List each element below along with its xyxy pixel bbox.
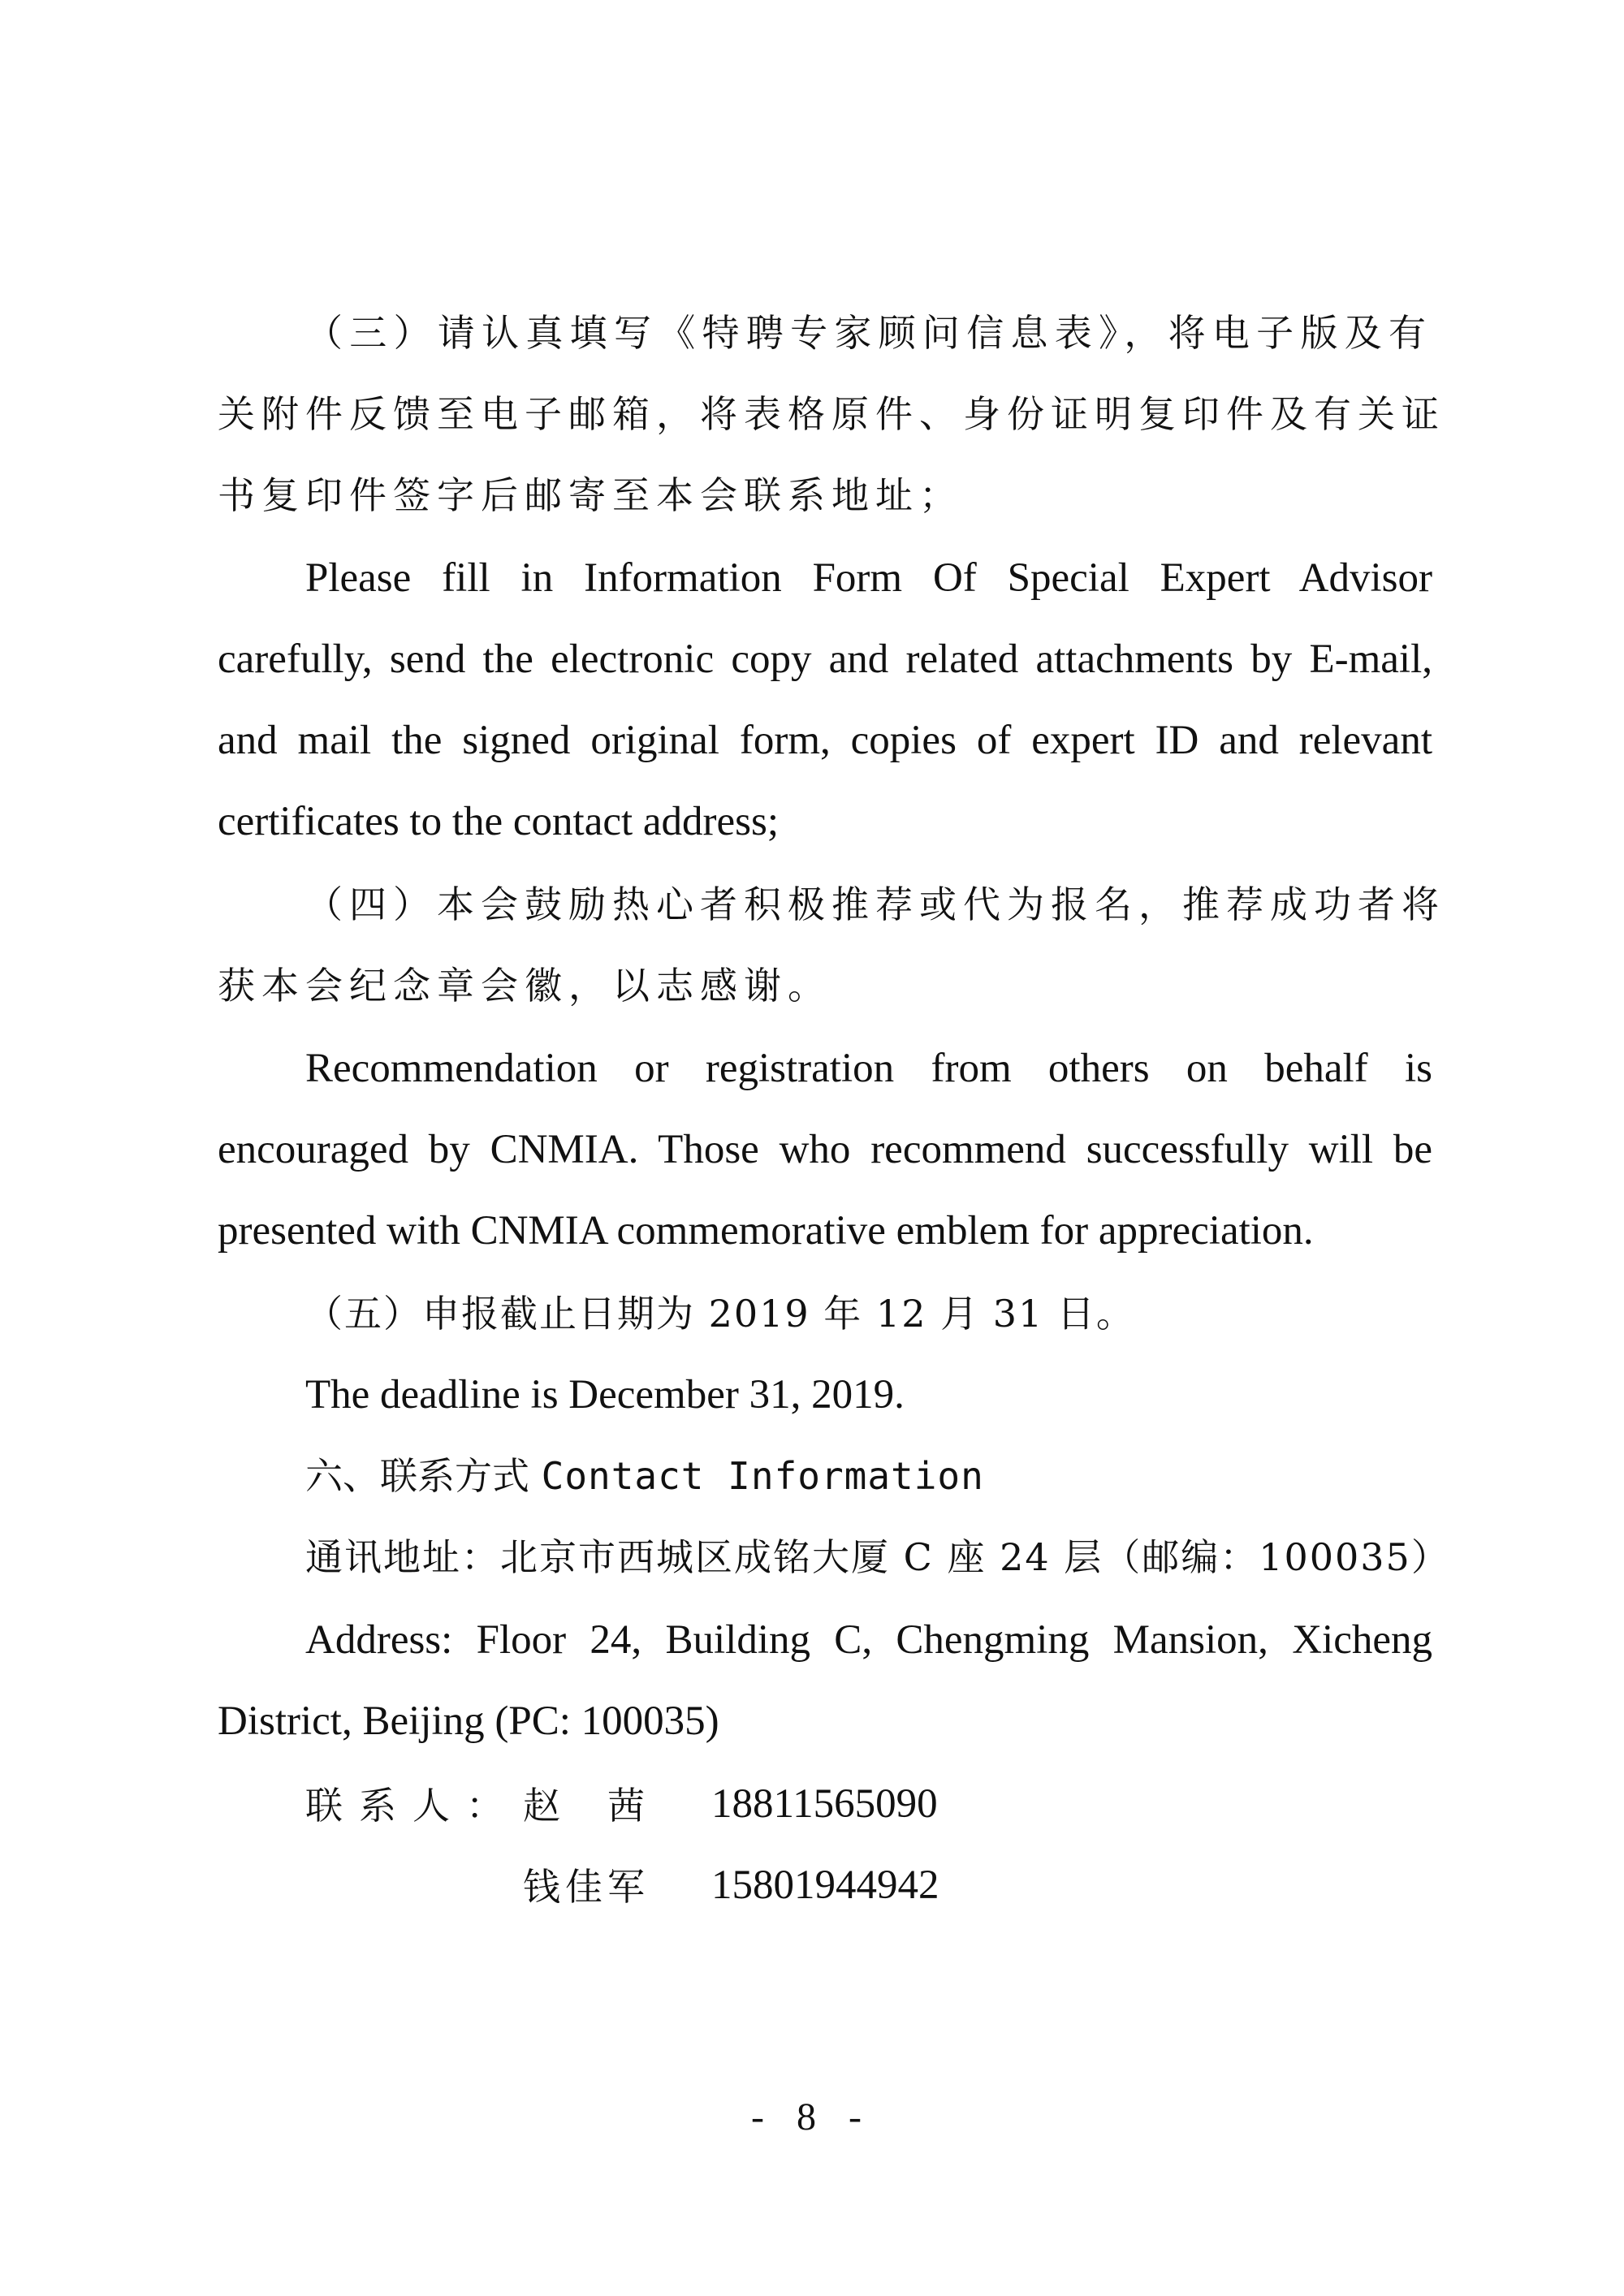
item5-cn: （五）申报截止日期为 2019 年 12 月 31 日。	[305, 1292, 1135, 1336]
item3-cn-line-1: （三）请认真填写《特聘专家顾问信息表》，将电子版及有	[305, 311, 1432, 355]
address-en-line-2: District, Beijing (PC: 100035)	[218, 1698, 719, 1744]
item5-en: The deadline is December 31, 2019.	[305, 1372, 905, 1418]
page-number: - 8 -	[751, 2095, 873, 2138]
item3-en-line-2: carefully, send the electronic copy and related attachments by E-mail,	[218, 637, 1432, 682]
contact-heading	[305, 1452, 984, 1500]
contact-person-row-2	[305, 1861, 1432, 1910]
item4-en-line-1: Recommendation or registration from others on behalf is	[305, 1046, 1432, 1091]
item4-en-line-2: encouraged by CNMIA. Those who recommend successfully will be	[218, 1127, 1432, 1172]
contact-person-phone-1: 18811565090	[711, 1781, 938, 1827]
contact-person-phone-2: 15801944942	[711, 1862, 939, 1908]
item3-en-line-4: certificates to the contact address;	[218, 799, 780, 844]
contact-heading-cn: 六、联系方式	[305, 1454, 529, 1498]
item4-en-line-3: presented with CNMIA commemorative emblem for appreciation.	[218, 1208, 1314, 1254]
item4-cn-line-2: 获本会纪念章会徽，以志感谢。	[218, 964, 831, 1008]
address-en-line-1: Address: Floor 24, Building C, Chengming Mansion, Xicheng	[305, 1617, 1432, 1663]
contact-heading-en: Contact Information	[541, 1454, 984, 1498]
item4-cn-line-1: （四）本会鼓励热心者积极推荐或代为报名，推荐成功者将	[305, 883, 1445, 926]
item3-en-line-1: Please fill in Information Form Of Special Expert Advisor	[305, 555, 1432, 601]
contact-person-row-1	[305, 1780, 1432, 1828]
contact-person-name-2: 钱佳军	[523, 1865, 650, 1909]
contact-person-name-1: 赵 茜	[523, 1784, 650, 1828]
address-cn: 通讯地址：北京市西城区成铭大厦 C 座 24 层（邮编：100035）	[305, 1535, 1450, 1579]
item3-en-line-3: and mail the signed original form, copies of expert ID and relevant	[218, 718, 1432, 763]
item3-cn-line-3: 书复印件签字后邮寄至本会联系地址；	[218, 473, 963, 517]
contact-person-label: 联系人：	[305, 1784, 520, 1828]
item3-cn-line-2: 关附件反馈至电子邮箱，将表格原件、身份证明复印件及有关证	[218, 392, 1445, 436]
